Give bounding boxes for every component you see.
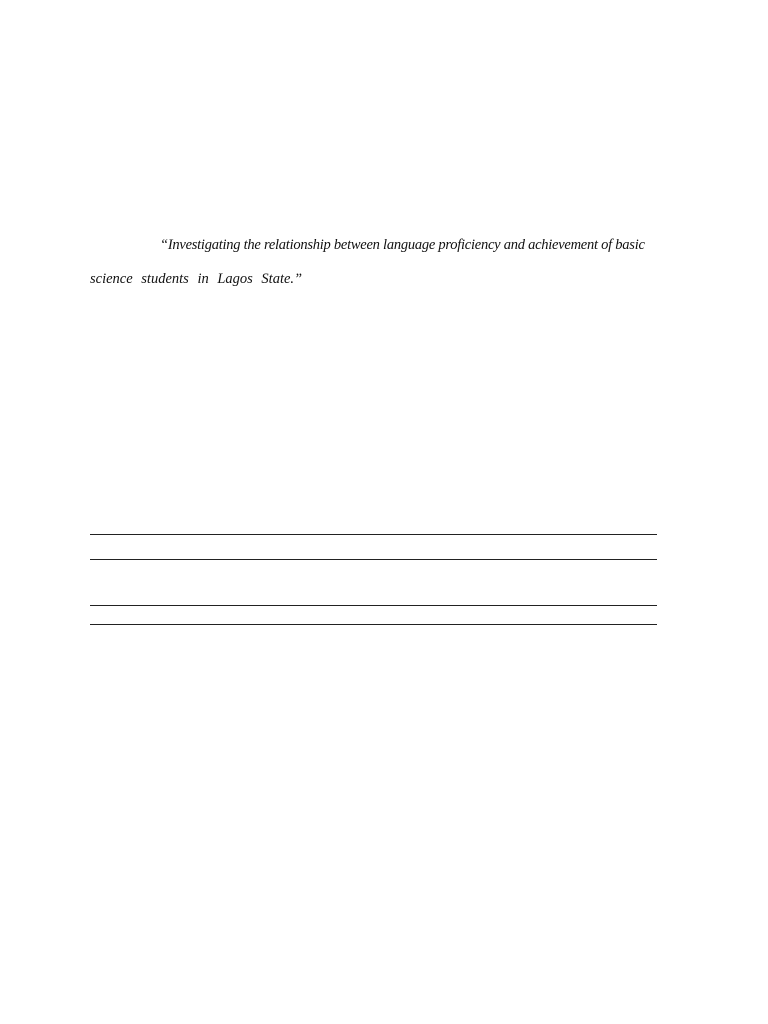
thesis-title-line-1: “Investigating the relationship between language proficiency and achievement of basic bbox=[160, 237, 645, 253]
signature-rule bbox=[90, 559, 657, 560]
signature-rule bbox=[90, 605, 657, 606]
signature-rule bbox=[90, 624, 657, 625]
thesis-title-line-2: science students in Lagos State.” bbox=[90, 271, 303, 287]
thesis-title-quote bbox=[90, 228, 680, 296]
signature-rule bbox=[90, 534, 657, 535]
